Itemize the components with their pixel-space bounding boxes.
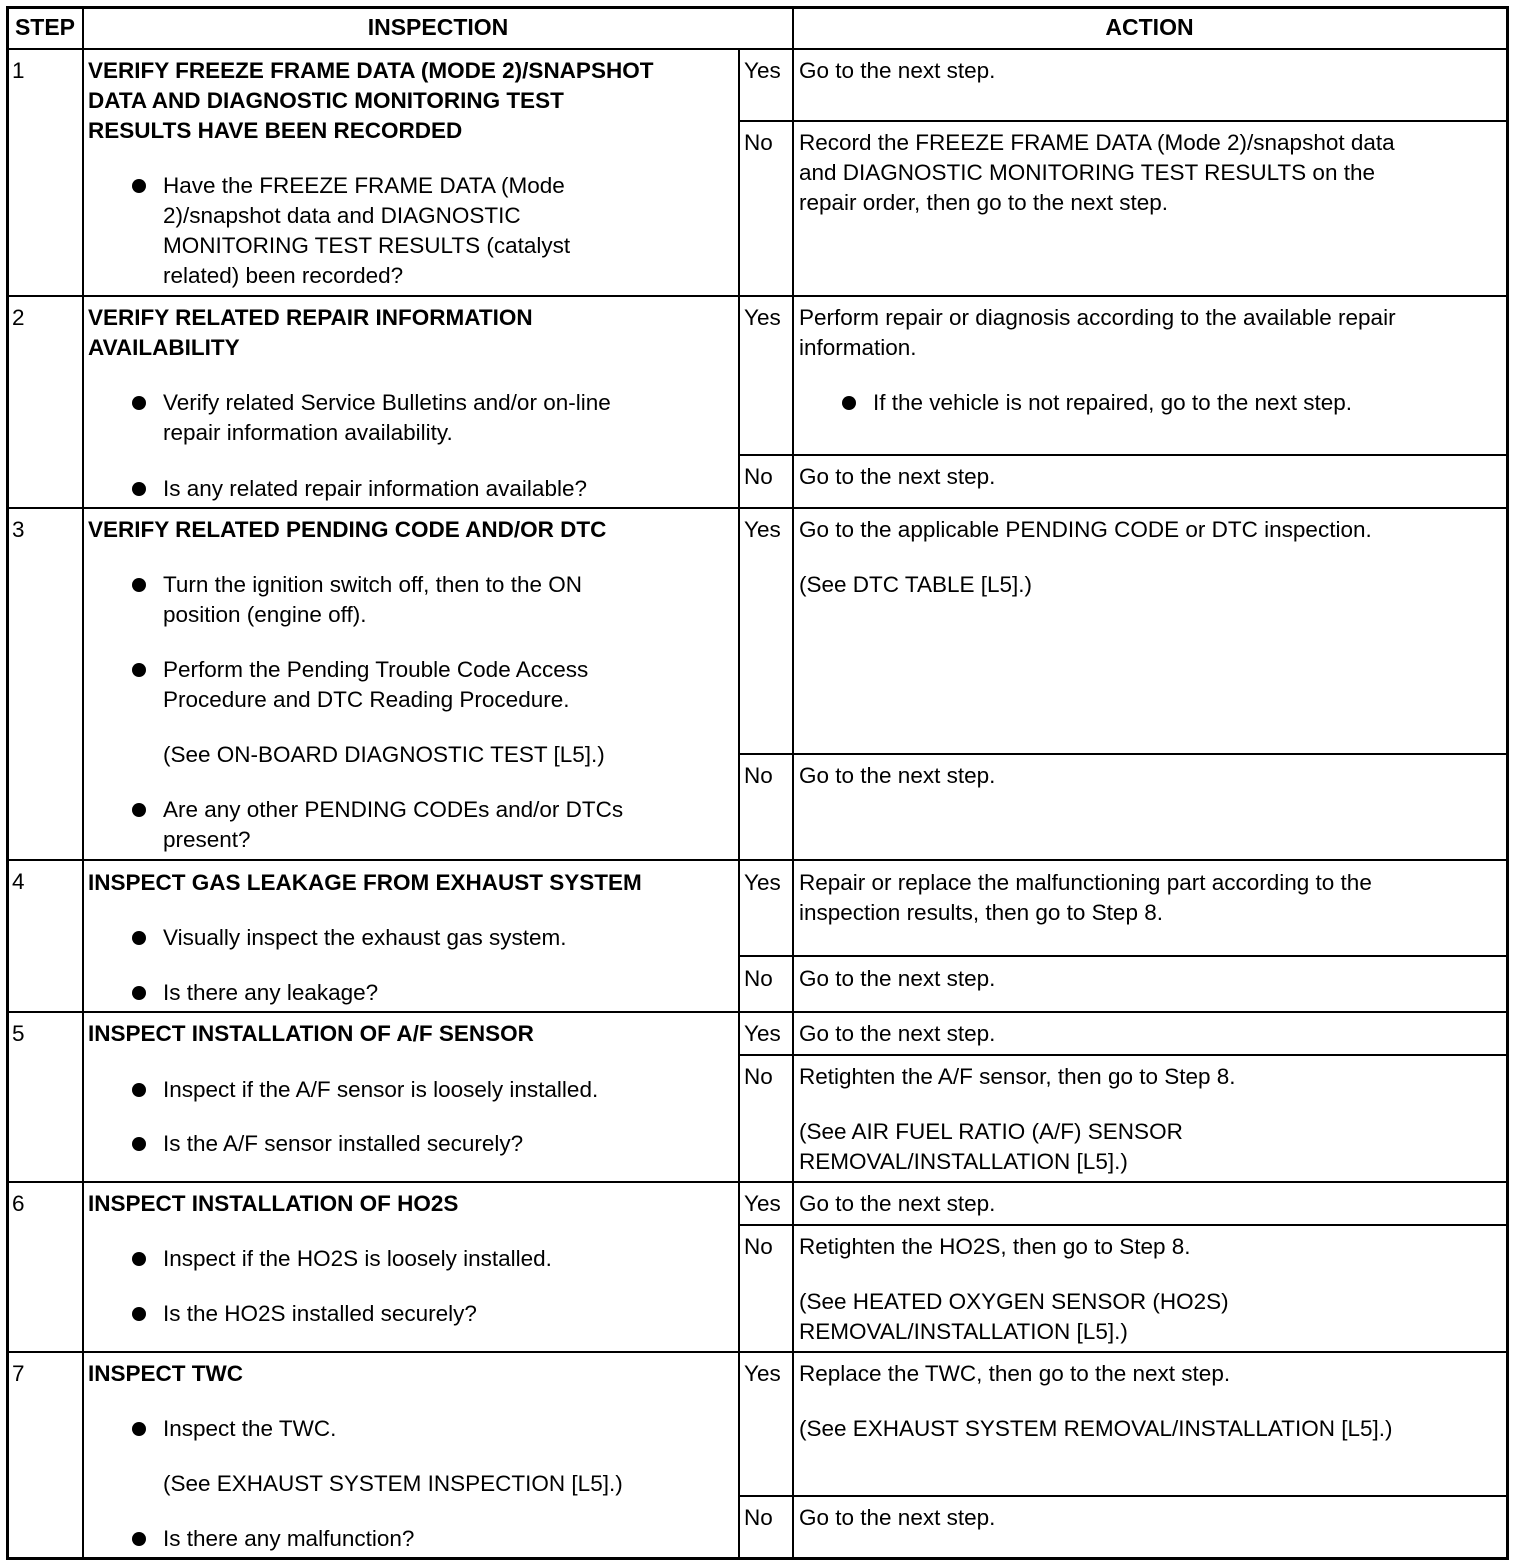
inspection-reference: (See ON-BOARD DIAGNOSTIC TEST [L5].) <box>163 742 605 767</box>
bullet-icon <box>132 1532 146 1546</box>
yes-action: Go to the next step. <box>799 1191 996 1216</box>
inspection-bullet: position (engine off). <box>163 602 367 627</box>
yes-action: Go to the next step. <box>799 58 996 83</box>
no-action: Go to the next step. <box>799 464 996 489</box>
step-column-divider <box>82 6 84 1558</box>
inspection-bullet: Is there any malfunction? <box>163 1526 415 1551</box>
bullet-icon <box>132 1307 146 1321</box>
bullet-icon <box>132 1252 146 1266</box>
bullet-icon <box>132 482 146 496</box>
bullet-icon <box>132 1083 146 1097</box>
inspection-bullet: Is the A/F sensor installed securely? <box>163 1131 524 1156</box>
yes-action: Perform repair or diagnosis according to the available repair <box>799 305 1396 330</box>
no-action: and DIAGNOSTIC MONITORING TEST RESULTS on the <box>799 160 1375 185</box>
no-action-reference: (See HEATED OXYGEN SENSOR (HO2S) <box>799 1289 1229 1314</box>
yes-action: Repair or replace the malfunctioning part according to the <box>799 870 1372 895</box>
no-label: No <box>744 130 773 155</box>
step-number: 2 <box>12 305 25 330</box>
step-number: 6 <box>12 1191 25 1216</box>
bullet-icon <box>132 663 146 677</box>
bullet-icon <box>132 179 146 193</box>
inspection-bullet: Have the FREEZE FRAME DATA (Mode <box>163 173 565 198</box>
yes-no-column-divider <box>738 296 740 508</box>
bullet-icon <box>132 1137 146 1151</box>
row-divider <box>8 295 1507 297</box>
bullet-icon <box>132 396 146 410</box>
inspection-title: VERIFY RELATED REPAIR INFORMATION <box>88 305 533 330</box>
header-inspection: INSPECTION <box>367 14 509 40</box>
yes-action-bullet: If the vehicle is not repaired, go to the next step. <box>873 390 1353 415</box>
inspection-title: INSPECT INSTALLATION OF HO2S <box>88 1191 459 1216</box>
inspection-title: VERIFY FREEZE FRAME DATA (MODE 2)/SNAPSHOT <box>88 58 654 83</box>
yes-action-reference: (See DTC TABLE [L5].) <box>799 572 1032 597</box>
row-divider <box>8 1351 1507 1353</box>
inspection-bullet: Visually inspect the exhaust gas system. <box>163 925 567 950</box>
yes-no-divider <box>738 454 1507 456</box>
inspection-title: VERIFY RELATED PENDING CODE AND/OR DTC <box>88 517 607 542</box>
no-label: No <box>744 464 773 489</box>
yes-label: Yes <box>744 58 781 83</box>
inspection-bullet: Verify related Service Bulletins and/or on-line <box>163 390 611 415</box>
inspection-bullet: Perform the Pending Trouble Code Access <box>163 657 589 682</box>
no-action: Go to the next step. <box>799 1505 996 1530</box>
bullet-icon <box>132 803 146 817</box>
bullet-icon <box>132 578 146 592</box>
yes-label: Yes <box>744 1361 781 1386</box>
no-label: No <box>744 1505 773 1530</box>
no-label: No <box>744 1064 773 1089</box>
inspection-bullet: present? <box>163 827 251 852</box>
no-action-reference: REMOVAL/INSTALLATION [L5].) <box>799 1319 1128 1344</box>
row-divider <box>8 1011 1507 1013</box>
inspection-bullet: Is any related repair information available? <box>163 476 587 501</box>
inspection-bullet: repair information availability. <box>163 420 453 445</box>
bullet-icon <box>132 986 146 1000</box>
yes-no-divider <box>738 120 1507 122</box>
yes-label: Yes <box>744 1021 781 1046</box>
inspection-bullet: Inspect if the HO2S is loosely installed. <box>163 1246 552 1271</box>
inspection-bullet: MONITORING TEST RESULTS (catalyst <box>163 233 571 258</box>
yes-no-column-divider <box>738 508 740 860</box>
inspection-bullet: Turn the ignition switch off, then to the ON <box>163 572 582 597</box>
step-number: 4 <box>12 869 25 894</box>
yes-label: Yes <box>744 870 781 895</box>
row-divider <box>8 859 1507 861</box>
row-divider <box>8 507 1507 509</box>
no-action: Retighten the A/F sensor, then go to Step 8. <box>799 1064 1236 1089</box>
yes-action: Replace the TWC, then go to the next step. <box>799 1361 1231 1386</box>
inspection-bullet: Procedure and DTC Reading Procedure. <box>163 687 570 712</box>
header-action: ACTION <box>1105 14 1194 40</box>
step-number: 7 <box>12 1361 25 1386</box>
yes-label: Yes <box>744 517 781 542</box>
table-border-top <box>8 6 1507 9</box>
inspection-title: INSPECT TWC <box>88 1361 243 1386</box>
yes-label: Yes <box>744 305 781 330</box>
inspection-reference: (See EXHAUST SYSTEM INSPECTION [L5].) <box>163 1471 623 1496</box>
no-action: Go to the next step. <box>799 966 996 991</box>
inspection-title: INSPECT GAS LEAKAGE FROM EXHAUST SYSTEM <box>88 870 642 895</box>
yes-action-reference: (See EXHAUST SYSTEM REMOVAL/INSTALLATION [L5].) <box>799 1416 1393 1441</box>
yes-label: Yes <box>744 1191 781 1216</box>
inspection-title: INSPECT INSTALLATION OF A/F SENSOR <box>88 1021 534 1046</box>
no-label: No <box>744 966 773 991</box>
no-action: Go to the next step. <box>799 763 996 788</box>
table-border-right <box>1506 6 1509 1560</box>
inspection-bullet: Is there any leakage? <box>163 980 379 1005</box>
bullet-icon <box>132 1422 146 1436</box>
row-divider <box>8 1181 1507 1183</box>
step-number: 5 <box>12 1021 25 1046</box>
yes-action: Go to the applicable PENDING CODE or DTC inspection. <box>799 517 1372 542</box>
no-action-reference: (See AIR FUEL RATIO (A/F) SENSOR <box>799 1119 1183 1144</box>
no-action: Record the FREEZE FRAME DATA (Mode 2)/snapshot data <box>799 130 1395 155</box>
inspection-title: DATA AND DIAGNOSTIC MONITORING TEST <box>88 88 564 113</box>
step-number: 3 <box>12 517 25 542</box>
no-action: Retighten the HO2S, then go to Step 8. <box>799 1234 1191 1259</box>
inspection-bullet: related) been recorded? <box>163 263 404 288</box>
yes-no-column-divider <box>738 1012 740 1182</box>
action-column-divider <box>792 6 794 1558</box>
yes-action: Go to the next step. <box>799 1021 996 1046</box>
bullet-icon <box>132 931 146 945</box>
header-divider <box>8 48 1507 50</box>
bullet-icon <box>842 396 856 410</box>
inspection-bullet: Inspect if the A/F sensor is loosely installed. <box>163 1077 599 1102</box>
yes-no-divider <box>738 955 1507 957</box>
no-label: No <box>744 763 773 788</box>
table-border-bottom <box>8 1557 1507 1560</box>
inspection-title: AVAILABILITY <box>88 335 240 360</box>
yes-no-column-divider <box>738 860 740 1012</box>
yes-no-divider <box>738 1224 1507 1226</box>
no-label: No <box>744 1234 773 1259</box>
inspection-bullet: Are any other PENDING CODEs and/or DTCs <box>163 797 624 822</box>
table-border-left <box>6 6 9 1560</box>
yes-no-divider <box>738 1054 1507 1056</box>
yes-no-column-divider <box>738 49 740 296</box>
yes-action: information. <box>799 335 917 360</box>
header-step: STEP <box>14 14 76 40</box>
no-action: repair order, then go to the next step. <box>799 190 1168 215</box>
no-action-reference: REMOVAL/INSTALLATION [L5].) <box>799 1149 1128 1174</box>
yes-no-column-divider <box>738 1352 740 1558</box>
yes-action: inspection results, then go to Step 8. <box>799 900 1163 925</box>
step-number: 1 <box>12 58 25 83</box>
yes-no-divider <box>738 753 1507 755</box>
inspection-bullet: 2)/snapshot data and DIAGNOSTIC <box>163 203 521 228</box>
yes-no-divider <box>738 1495 1507 1497</box>
yes-no-column-divider <box>738 1182 740 1352</box>
inspection-title: RESULTS HAVE BEEN RECORDED <box>88 118 463 143</box>
inspection-bullet: Is the HO2S installed securely? <box>163 1301 477 1326</box>
inspection-bullet: Inspect the TWC. <box>163 1416 337 1441</box>
